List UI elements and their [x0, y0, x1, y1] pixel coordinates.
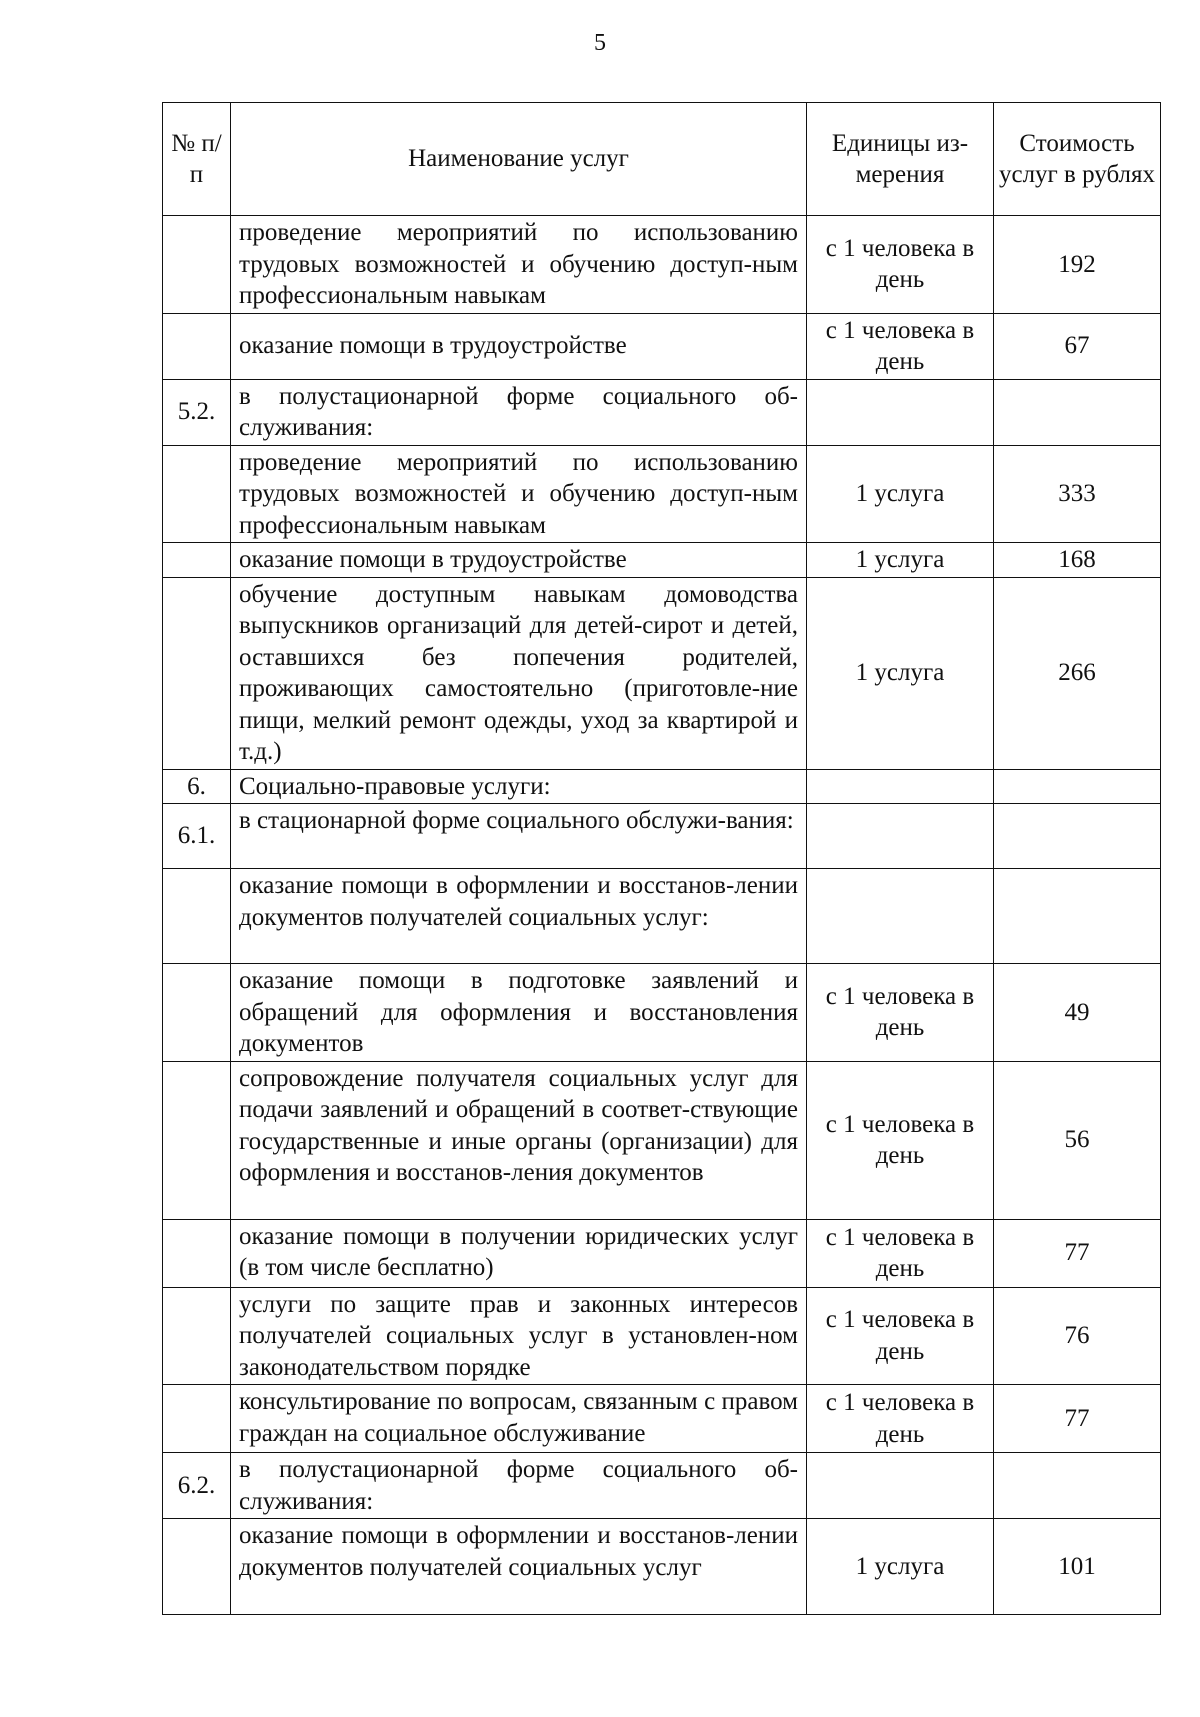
row-num: 6.1.	[163, 804, 231, 869]
row-unit: с 1 человека в день	[807, 1287, 994, 1385]
row-service-name: оказание помощи в получении юридических услуг (в том числе бесплатно)	[231, 1219, 807, 1287]
row-cost	[994, 379, 1161, 445]
row-cost	[994, 769, 1161, 804]
row-service-name: проведение мероприятий по использованию трудовых возможностей и обучению доступ-ным профессиональным навыкам	[231, 445, 807, 543]
row-cost: 77	[994, 1219, 1161, 1287]
table-row	[163, 577, 1161, 769]
row-cost: 49	[994, 964, 1161, 1062]
row-service-name: Социально-правовые услуги:	[231, 769, 807, 804]
row-num	[163, 1061, 231, 1219]
row-service-name: оказание помощи в подготовке заявлений и обращений для оформления и восстановления документов	[231, 964, 807, 1062]
row-cost: 101	[994, 1519, 1161, 1615]
row-unit	[807, 379, 994, 445]
row-num	[163, 869, 231, 964]
header-name: Наименование услуг	[231, 103, 807, 216]
row-num	[163, 543, 231, 578]
table-row	[163, 964, 1161, 1062]
row-unit: 1 услуга	[807, 1519, 994, 1615]
row-unit: с 1 человека в день	[807, 313, 994, 379]
row-service-name: оказание помощи в трудоустройстве	[231, 543, 807, 578]
table-row	[163, 313, 1161, 379]
row-service-name: сопровождение получателя социальных услуг для подачи заявлений и обращений в соответ-ствующие государственные и иные органы (организации) для оформления и восстанов-ления документов	[231, 1061, 807, 1219]
row-num	[163, 1219, 231, 1287]
row-unit	[807, 1453, 994, 1519]
row-num: 5.2.	[163, 379, 231, 445]
row-num	[163, 1287, 231, 1385]
table-row	[163, 1385, 1161, 1453]
row-cost: 56	[994, 1061, 1161, 1219]
row-service-name: проведение мероприятий по использованию трудовых возможностей и обучению доступ-ным профессиональным навыкам	[231, 216, 807, 314]
table-row	[163, 543, 1161, 578]
table-header-row	[163, 103, 1161, 216]
row-num	[163, 577, 231, 769]
row-cost	[994, 869, 1161, 964]
row-cost: 168	[994, 543, 1161, 578]
row-service-name: консультирование по вопросам, связанным с правом граждан на социальное обслуживание	[231, 1385, 807, 1453]
row-service-name: обучение доступным навыкам домоводства выпускников организаций для детей-сирот и детей, оставшихся без попечения родителей, проживающих самостоятельно (приготовле-ние пищи, мелкий ремонт одежды, уход за квартирой и т.д.)	[231, 577, 807, 769]
row-unit	[807, 804, 994, 869]
row-num: 6.2.	[163, 1453, 231, 1519]
row-num	[163, 216, 231, 314]
header-unit: Единицы из-мерения	[807, 103, 994, 216]
row-unit: с 1 человека в день	[807, 216, 994, 314]
table-row	[163, 1061, 1161, 1219]
page-number: 5	[594, 30, 606, 56]
row-num	[163, 964, 231, 1062]
row-service-name: в полустационарной форме социального об-служивания:	[231, 1453, 807, 1519]
row-service-name: в полустационарной форме социального об-служивания:	[231, 379, 807, 445]
table-row	[163, 804, 1161, 869]
table-row	[163, 1219, 1161, 1287]
header-num: № п/п	[163, 103, 231, 216]
table-row	[163, 1519, 1161, 1615]
row-unit: 1 услуга	[807, 577, 994, 769]
row-service-name: оказание помощи в оформлении и восстанов-лении документов получателей социальных услуг:	[231, 869, 807, 964]
row-cost: 76	[994, 1287, 1161, 1385]
table-row	[163, 445, 1161, 543]
row-cost: 192	[994, 216, 1161, 314]
row-cost: 77	[994, 1385, 1161, 1453]
table-row	[163, 769, 1161, 804]
table-row	[163, 1453, 1161, 1519]
row-unit: с 1 человека в день	[807, 964, 994, 1062]
row-unit: 1 услуга	[807, 543, 994, 578]
row-cost	[994, 804, 1161, 869]
row-service-name: оказание помощи в трудоустройстве	[231, 313, 807, 379]
row-unit: с 1 человека в день	[807, 1219, 994, 1287]
row-unit: с 1 человека в день	[807, 1385, 994, 1453]
row-service-name: оказание помощи в оформлении и восстанов-лении документов получателей социальных услуг	[231, 1519, 807, 1615]
row-num	[163, 1519, 231, 1615]
row-unit: с 1 человека в день	[807, 1061, 994, 1219]
header-cost: Стоимость услуг в рублях	[994, 103, 1161, 216]
services-price-table	[162, 102, 1161, 1615]
table-row	[163, 1287, 1161, 1385]
row-cost	[994, 1453, 1161, 1519]
row-unit: 1 услуга	[807, 445, 994, 543]
row-cost: 67	[994, 313, 1161, 379]
row-unit	[807, 769, 994, 804]
row-cost: 333	[994, 445, 1161, 543]
table-row	[163, 379, 1161, 445]
row-num: 6.	[163, 769, 231, 804]
row-num	[163, 445, 231, 543]
row-num	[163, 313, 231, 379]
row-num	[163, 1385, 231, 1453]
row-unit	[807, 869, 994, 964]
table-row	[163, 216, 1161, 314]
table-row	[163, 869, 1161, 964]
row-cost: 266	[994, 577, 1161, 769]
row-service-name: услуги по защите прав и законных интересов получателей социальных услуг в установлен-ном законодательством порядке	[231, 1287, 807, 1385]
row-service-name: в стационарной форме социального обслужи-вания:	[231, 804, 807, 869]
